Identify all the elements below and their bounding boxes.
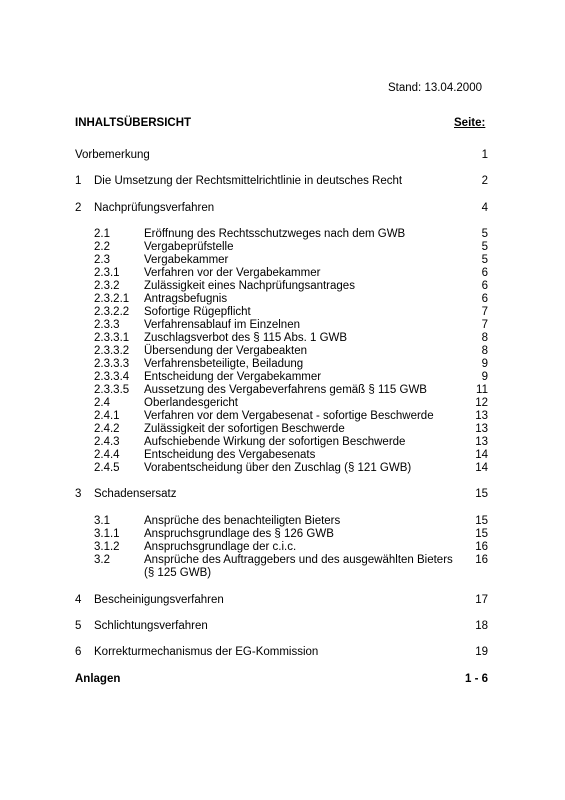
toc-entry-page: 8	[481, 332, 488, 344]
toc-entry-number: 2.2	[94, 241, 110, 253]
toc-entry-page: 15	[475, 528, 488, 540]
toc-entry-number: 2.3.3.1	[94, 332, 130, 344]
toc-entry-number: 1	[75, 175, 82, 187]
toc-entry-number: 6	[75, 646, 82, 658]
toc-entry-page: 13	[475, 423, 488, 435]
toc-entry-number: 3.1.1	[94, 528, 120, 540]
toc-entry-page: 14	[475, 462, 488, 474]
toc-entry-title: (§ 125 GWB)	[144, 567, 212, 579]
toc-entry-page: 16	[475, 541, 488, 553]
toc-entry-number: 2.3.2.2	[94, 306, 130, 318]
toc-entry-number: 3.2	[94, 554, 110, 566]
toc-entry-page: 1 - 6	[464, 673, 488, 685]
toc-entry-number: 2.3.2.1	[94, 293, 130, 305]
toc-entry-title: Ansprüche des Auftraggebers und des ausgewählten Bieters	[144, 554, 453, 566]
toc-entry-page: 9	[481, 358, 488, 370]
toc-entry-number: 2.4.1	[94, 410, 120, 422]
toc-entry-title: Die Umsetzung der Rechtsmittelrichtlinie in deutsches Recht	[94, 175, 403, 187]
toc-entry-page: 7	[481, 306, 488, 318]
toc-entry-title: Übersendung der Vergabeakten	[144, 345, 308, 357]
toc-entry-number: 5	[75, 620, 82, 632]
toc-entry-page: 8	[481, 345, 488, 357]
toc-entry-page: 15	[475, 488, 488, 500]
toc-entry-page: 13	[475, 436, 488, 448]
toc-entry-number: 2.4.5	[94, 462, 120, 474]
toc-entry-title: Verfahrensbeteiligte, Beiladung	[144, 358, 304, 370]
toc-heading: INHALTSÜBERSICHT	[75, 117, 192, 129]
toc-entry-title: Vergabeprüfstelle	[144, 241, 234, 253]
toc-entry-title: Zuschlagsverbot des § 115 Abs. 1 GWB	[144, 332, 348, 344]
toc-entry-page: 6	[481, 267, 488, 279]
toc-entry-number: 3	[75, 488, 82, 500]
toc-entry-page: 7	[481, 319, 488, 331]
toc-entry-number: 2	[75, 202, 82, 214]
toc-entry-title: Antragsbefugnis	[144, 293, 228, 305]
toc-entry-page: 6	[481, 293, 488, 305]
toc-entry-title: Eröffnung des Rechtsschutzweges nach dem GWB	[144, 228, 406, 240]
toc-entry-number: 2.3.3.3	[94, 358, 130, 370]
toc-entry-page: 5	[481, 228, 488, 240]
date-stamp: Stand: 13.04.2000	[388, 82, 482, 94]
toc-entry-title: Korrekturmechanismus der EG-Kommission	[94, 646, 319, 658]
toc-entry-page: 17	[475, 594, 488, 606]
toc-entry-title: Aussetzung des Vergabeverfahrens gemäß § 115 GWB	[144, 384, 427, 396]
toc-entry-page: 1	[481, 149, 488, 161]
toc-entry-number: 2.1	[94, 228, 110, 240]
toc-entry-title: Entscheidung der Vergabekammer	[144, 371, 322, 383]
toc-entry-title: Anlagen	[75, 673, 121, 685]
toc-entry-number: 2.3.3.2	[94, 345, 130, 357]
toc-entry-number: 2.3.3.5	[94, 384, 130, 396]
toc-entry-title: Zulässigkeit der sofortigen Beschwerde	[144, 423, 345, 435]
toc-entry-number: 2.4	[94, 397, 110, 409]
toc-entry-page: 14	[475, 449, 488, 461]
toc-entry-title: Schadensersatz	[94, 488, 177, 500]
toc-entry-number: 2.4.4	[94, 449, 120, 461]
toc-entry-page: 13	[475, 410, 488, 422]
toc-entry-title: Bescheinigungsverfahren	[94, 594, 224, 606]
toc-entry-page: 6	[481, 280, 488, 292]
toc-entry-number: 4	[75, 594, 82, 606]
toc-entry-title: Verfahren vor der Vergabekammer	[144, 267, 321, 279]
toc-entry-title: Aufschiebende Wirkung der sofortigen Beschwerde	[144, 436, 406, 448]
toc-entry-page: 4	[481, 202, 488, 214]
toc-entry-title: Oberlandesgericht	[144, 397, 238, 409]
toc-entry-title: Sofortige Rügepflicht	[144, 306, 251, 318]
toc-entry-title: Vorbemerkung	[75, 149, 150, 161]
toc-entry-page: 2	[481, 175, 488, 187]
toc-entry-number: 2.3.1	[94, 267, 120, 279]
toc-entry-title: Entscheidung des Vergabesenats	[144, 449, 316, 461]
toc-entry-number: 2.3	[94, 254, 110, 266]
toc-entry-page: 19	[475, 646, 488, 658]
page-column-heading: Seite:	[454, 117, 486, 129]
toc-entry-page: 5	[481, 254, 488, 266]
toc-entry-title: Verfahren vor dem Vergabesenat - sofortige Beschwerde	[144, 410, 434, 422]
toc-entry-title: Vorabentscheidung über den Zuschlag (§ 121 GWB)	[144, 462, 412, 474]
toc-entry-number: 3.1.2	[94, 541, 120, 553]
toc-entry-page: 18	[475, 620, 488, 632]
toc-entry-title: Anspruchsgrundlage des § 126 GWB	[144, 528, 334, 540]
toc-entry-number: 2.4.3	[94, 436, 120, 448]
toc-entry-number: 2.3.2	[94, 280, 120, 292]
toc-entry-title: Zulässigkeit eines Nachprüfungsantrages	[144, 280, 355, 292]
toc-entry-page: 16	[475, 554, 488, 566]
toc-entry-number: 2.3.3.4	[94, 371, 130, 383]
toc-entry-title: Nachprüfungsverfahren	[94, 202, 215, 214]
toc-entry-page: 11	[476, 384, 488, 396]
toc-entry-number: 2.3.3	[94, 319, 120, 331]
toc-entry-title: Ansprüche des benachteiligten Bieters	[144, 515, 341, 527]
toc-entry-page: 12	[475, 397, 488, 409]
toc-entry-title: Vergabekammer	[144, 254, 229, 266]
toc-entry-number: 3.1	[94, 515, 110, 527]
toc-entry-number: 2.4.2	[94, 423, 120, 435]
toc-entry-page: 5	[481, 241, 488, 253]
toc-entry-page: 9	[481, 371, 488, 383]
toc-entry-page: 15	[475, 515, 488, 527]
toc-entry-title: Anspruchsgrundlage der c.i.c.	[144, 541, 297, 553]
toc-entry-title: Schlichtungsverfahren	[94, 620, 208, 632]
toc-entry-title: Verfahrensablauf im Einzelnen	[144, 319, 300, 331]
